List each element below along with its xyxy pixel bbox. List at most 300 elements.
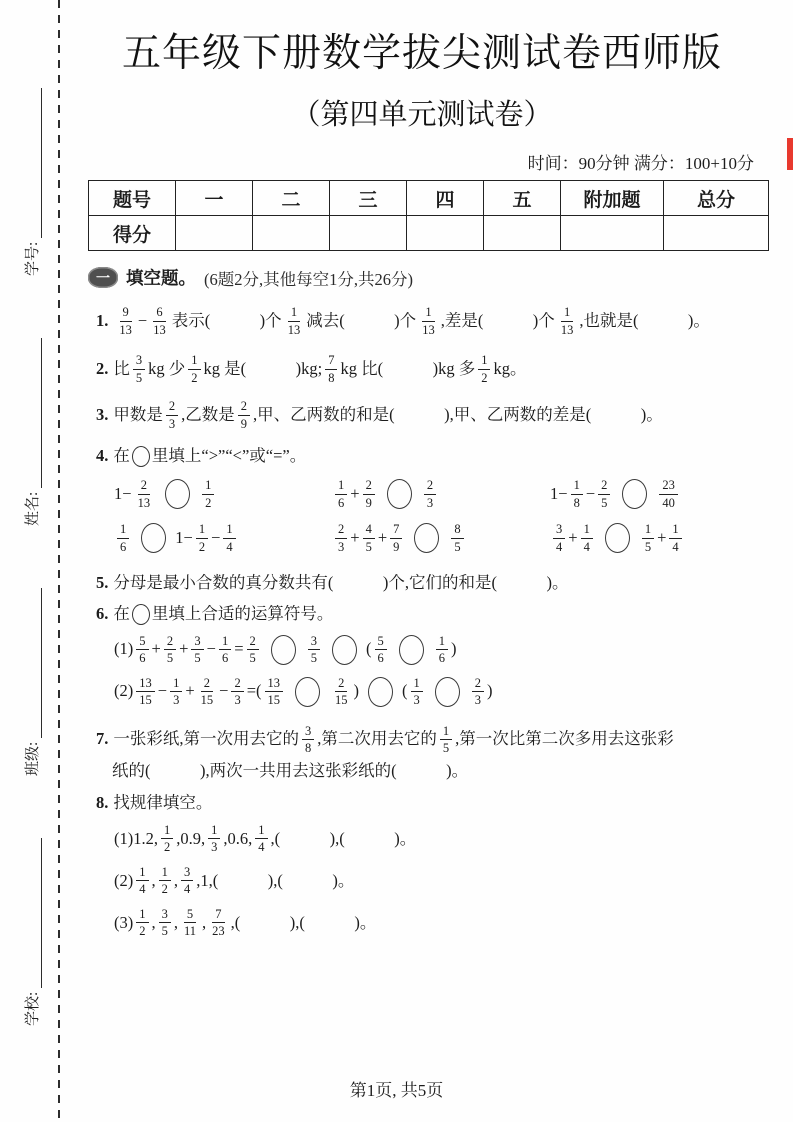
class-blank-line — [27, 588, 42, 738]
fraction-denominator: 9 — [365, 495, 372, 510]
text-run: 1− — [175, 527, 193, 547]
fraction — [302, 725, 314, 755]
fraction-denominator: 6 — [221, 651, 229, 666]
fraction-denominator: 8 — [573, 495, 580, 510]
fraction — [238, 400, 250, 430]
fraction-numerator: 1 — [136, 866, 148, 882]
score-table-header-cell: 二 — [253, 181, 330, 216]
fraction-numerator: 8 — [451, 523, 463, 539]
fraction — [335, 523, 347, 553]
fraction-numerator: 7 — [325, 354, 337, 370]
answer-circle — [605, 523, 630, 553]
text-run: kg 比( )kg 多 — [340, 358, 476, 378]
text-run: ,第一次比第二次多用去这张彩 — [455, 729, 674, 749]
fraction-denominator: 5 — [135, 370, 143, 385]
fraction-numerator: 1 — [422, 306, 434, 322]
fraction-numerator: 13 — [136, 677, 155, 693]
text-run: (2) — [114, 681, 134, 701]
fraction-numerator: 2 — [201, 677, 213, 693]
text-run: 在 — [113, 446, 130, 466]
text-run: ,0.6, — [223, 828, 253, 848]
text-run: (2) — [114, 870, 134, 890]
fraction-denominator: 6 — [139, 651, 146, 666]
fraction-denominator: 15 — [139, 693, 152, 708]
fraction-numerator: 2 — [598, 479, 610, 495]
question-4 — [96, 446, 756, 467]
text-run: − — [157, 681, 168, 701]
fraction — [170, 677, 182, 707]
fraction — [208, 824, 220, 854]
fraction-numerator: 2 — [247, 635, 259, 651]
fraction — [390, 523, 402, 553]
text-run: (1)1.2, — [114, 828, 158, 848]
score-table-header-cell: 题号 — [89, 181, 176, 216]
fraction-numerator: 1 — [223, 523, 235, 539]
fraction-denominator: 3 — [426, 495, 434, 510]
text-run: ) — [451, 639, 457, 659]
fraction — [553, 523, 565, 553]
text-run: ,乙数是 — [181, 404, 235, 424]
fraction-numerator: 5 — [184, 908, 196, 924]
fraction — [136, 908, 148, 938]
fraction — [424, 479, 436, 509]
fraction — [440, 725, 452, 755]
fraction-denominator: 3 — [338, 539, 345, 554]
text-run: 表示( )个 — [171, 310, 282, 330]
fraction-denominator: 11 — [184, 924, 197, 939]
text-run: + — [568, 527, 578, 547]
answer-circle — [332, 635, 357, 665]
fraction-numerator: 2 — [166, 400, 178, 416]
text-run: + — [151, 639, 161, 659]
inline-circle — [132, 604, 150, 625]
fraction-denominator: 13 — [137, 495, 151, 510]
score-empty-cell — [561, 216, 664, 251]
text-run: , — [151, 870, 156, 890]
text-run: (3) — [114, 912, 134, 932]
fraction-numerator: 7 — [212, 908, 224, 924]
text-run: ,甲、乙两数的和是( ),甲、乙两数的差是( )。 — [253, 404, 663, 424]
question-7-line-2 — [112, 761, 756, 782]
score-empty-cell — [330, 216, 407, 251]
text-run: kg。 — [493, 358, 527, 378]
text-run: , — [202, 912, 207, 932]
red-edge-mark — [787, 138, 793, 170]
text-run: ,也就是( )。 — [579, 310, 710, 330]
fraction — [135, 479, 154, 509]
question-8-item-1 — [114, 824, 756, 854]
answer-circle — [271, 635, 296, 665]
school-blank-line — [27, 838, 42, 988]
question-8 — [96, 793, 756, 814]
score-table-header-cell: 一 — [176, 181, 253, 216]
fraction — [136, 635, 148, 665]
fraction — [231, 677, 243, 707]
text-run: 甲数是 — [113, 404, 163, 424]
fraction-denominator: 8 — [305, 741, 312, 756]
fraction-denominator: 3 — [168, 416, 176, 431]
fraction-denominator: 2 — [198, 539, 206, 554]
fraction-numerator: 1 — [159, 866, 171, 882]
fraction-denominator: 5 — [454, 539, 461, 554]
fraction — [117, 523, 129, 553]
text-run: ,差是( )个 — [440, 310, 555, 330]
fraction — [332, 677, 351, 707]
fraction-numerator: 1 — [208, 824, 220, 840]
text-run: ,( ),( )。 — [270, 828, 417, 848]
fraction — [285, 306, 304, 336]
fraction — [219, 635, 231, 665]
text-run: , — [173, 870, 178, 890]
question-4-item — [332, 479, 550, 509]
section-1-note: (6题2分,其他每空1分,共26分) — [204, 269, 413, 289]
fraction — [325, 354, 337, 384]
answer-circle — [414, 523, 439, 553]
fraction — [136, 866, 148, 896]
score-empty-cell — [484, 216, 561, 251]
fraction-numerator: 2 — [363, 479, 375, 495]
fraction-denominator: 6 — [338, 495, 345, 510]
score-table-header-cell: 三 — [330, 181, 407, 216]
fraction — [411, 677, 423, 707]
fraction — [166, 400, 178, 430]
fraction-numerator: 6 — [153, 306, 165, 322]
fraction — [335, 479, 347, 509]
fraction — [196, 523, 208, 553]
score-empty-cell — [176, 216, 253, 251]
question-number: 6. — [96, 603, 109, 623]
score-table-header-cell: 四 — [407, 181, 484, 216]
fraction — [181, 908, 199, 938]
fraction — [159, 908, 171, 938]
score-table-header-row — [89, 181, 769, 216]
fraction — [598, 479, 610, 509]
fraction-numerator: 7 — [390, 523, 402, 539]
question-number: 3. — [96, 404, 109, 424]
paper-title: 五年级下册数学拔尖测试卷西师版 — [121, 32, 722, 75]
fraction-denominator: 4 — [258, 840, 265, 855]
fraction-numerator: 1 — [411, 677, 423, 693]
time-score-info: 时间：90分钟 满分：100+10分 — [527, 154, 754, 173]
fraction — [159, 866, 171, 896]
fraction — [478, 354, 490, 384]
fraction-numerator: 1 — [478, 354, 490, 370]
fraction-denominator: 4 — [139, 882, 146, 897]
fraction-numerator: 1 — [561, 306, 573, 322]
fraction-numerator: 1 — [255, 824, 267, 840]
school-field — [20, 814, 42, 1026]
page-number: 第1页, 共5页 — [349, 1081, 444, 1100]
question-7-line-1 — [96, 725, 756, 755]
fraction — [571, 479, 583, 509]
fraction-denominator: 2 — [139, 924, 146, 939]
text-run: 找规律填空。 — [113, 793, 213, 813]
student-name-label: 姓名: — [25, 491, 41, 526]
fraction-numerator: 1 — [288, 306, 300, 322]
question-5 — [96, 573, 756, 594]
question-6-item-2 — [114, 677, 756, 707]
fraction-numerator: 2 — [472, 677, 484, 693]
text-run: + — [185, 681, 195, 701]
fraction-denominator: 4 — [583, 539, 590, 554]
text-run: ) — [353, 681, 359, 701]
fraction — [581, 523, 593, 553]
text-run: − — [137, 310, 148, 330]
score-row-label: 得分 — [89, 216, 176, 251]
text-run: 比 — [113, 358, 130, 378]
question-6 — [96, 604, 756, 625]
fraction-numerator: 3 — [133, 354, 145, 370]
fraction — [133, 354, 145, 384]
fraction-denominator: 5 — [161, 924, 168, 939]
fraction — [188, 354, 200, 384]
fraction-numerator: 2 — [424, 479, 436, 495]
text-run: , — [151, 912, 156, 932]
text-run: ,0.9, — [176, 828, 206, 848]
fraction-denominator: 3 — [234, 693, 241, 708]
text-run: + — [377, 527, 388, 547]
fraction-numerator: 13 — [265, 677, 284, 693]
student-name-blank-line — [27, 338, 42, 488]
fraction-denominator: 5 — [601, 495, 608, 510]
text-run: + — [179, 639, 189, 659]
fraction — [451, 523, 463, 553]
text-run: ,1,( ),( )。 — [196, 870, 355, 890]
question-4-row-2 — [114, 523, 756, 553]
fraction-denominator: 2 — [205, 495, 212, 510]
fraction-denominator: 13 — [119, 322, 132, 337]
fraction — [375, 635, 387, 665]
text-run: 1− — [114, 483, 132, 503]
fraction-numerator: 3 — [159, 908, 171, 924]
fraction — [198, 677, 217, 707]
fraction-denominator: 6 — [377, 651, 384, 666]
fraction-denominator: 40 — [662, 495, 675, 510]
fraction-denominator: 4 — [556, 539, 563, 554]
fraction-denominator: 2 — [191, 370, 198, 385]
fraction — [642, 523, 654, 553]
fraction-denominator: 4 — [672, 539, 679, 554]
question-number: 2. — [96, 358, 109, 378]
score-table-header-cell: 附加题 — [561, 181, 664, 216]
fraction-denominator: 5 — [166, 651, 174, 666]
fraction-numerator: 9 — [120, 306, 132, 322]
text-run: ( — [402, 681, 408, 701]
fraction-denominator: 3 — [474, 693, 481, 708]
question-6-item-1 — [114, 635, 756, 665]
student-id-field — [20, 64, 42, 276]
fraction-denominator: 4 — [184, 882, 191, 897]
fraction-denominator: 15 — [200, 693, 214, 708]
fraction — [363, 523, 375, 553]
fraction — [308, 635, 320, 665]
fraction-numerator: 5 — [375, 635, 387, 651]
fraction-numerator: 1 — [202, 479, 214, 495]
fraction-denominator: 5 — [310, 651, 317, 666]
fraction-numerator: 3 — [191, 635, 203, 651]
fraction — [181, 866, 193, 896]
fraction — [265, 677, 284, 707]
fraction-numerator: 1 — [581, 523, 593, 539]
fraction-numerator: 1 — [571, 479, 583, 495]
fraction-denominator: 2 — [161, 882, 168, 897]
text-run: ( — [366, 639, 372, 659]
question-4-row-1 — [114, 479, 756, 509]
fraction-denominator: 9 — [393, 539, 400, 554]
fraction — [472, 677, 484, 707]
fraction — [161, 824, 173, 854]
fraction-numerator: 2 — [231, 677, 243, 693]
question-8-item-2 — [114, 866, 756, 896]
main-content — [88, 0, 756, 938]
paper-subtitle: （第四单元测试卷） — [291, 99, 553, 131]
fraction-denominator: 3 — [211, 840, 218, 855]
fraction-numerator: 2 — [164, 635, 176, 651]
question-number: 4. — [96, 446, 109, 466]
text-run: ,第二次用去它的 — [317, 729, 437, 749]
fraction — [136, 677, 155, 707]
question-1 — [96, 306, 756, 336]
fraction — [191, 635, 203, 665]
fraction-numerator: 3 — [308, 635, 320, 651]
answer-circle — [399, 635, 424, 665]
fraction-denominator: 15 — [267, 693, 280, 708]
fraction — [223, 523, 235, 553]
answer-circle — [165, 479, 190, 509]
question-4-item — [550, 523, 756, 553]
question-number: 8. — [96, 793, 109, 813]
question-2 — [96, 354, 756, 384]
fraction-denominator: 3 — [173, 693, 180, 708]
fraction-denominator: 5 — [194, 651, 201, 666]
section-1-title: 填空题。 — [126, 268, 196, 288]
fraction — [363, 479, 375, 509]
fraction-numerator: 2 — [238, 400, 250, 416]
fraction-denominator: 13 — [560, 322, 574, 337]
student-id-label: 学号: — [25, 241, 41, 276]
score-table-header-cell: 总分 — [664, 181, 769, 216]
fraction — [164, 635, 176, 665]
fraction-numerator: 1 — [669, 523, 681, 539]
fraction-numerator: 5 — [136, 635, 148, 651]
answer-circle — [387, 479, 412, 509]
fraction-denominator: 6 — [438, 651, 445, 666]
fraction — [209, 908, 228, 938]
answer-circle — [622, 479, 647, 509]
text-run: 分母是最小合数的真分数共有( )个,它们的和是( )。 — [113, 573, 569, 592]
text-run: (1) — [114, 639, 134, 659]
class-field — [20, 564, 42, 776]
fraction-denominator: 3 — [413, 693, 420, 708]
fraction-numerator: 1 — [196, 523, 208, 539]
section-1-header — [88, 265, 756, 290]
fraction-denominator: 2 — [164, 840, 171, 855]
fraction-numerator: 1 — [188, 354, 200, 370]
fraction — [247, 635, 259, 665]
fraction-denominator: 5 — [249, 651, 256, 666]
text-run: kg 少 — [148, 358, 186, 378]
fraction-numerator: 1 — [219, 635, 231, 651]
fraction-denominator: 4 — [226, 539, 233, 554]
text-run: 里填上“>”“<”或“=”。 — [151, 446, 307, 466]
answer-circle — [368, 677, 393, 707]
fraction-numerator: 3 — [181, 866, 193, 882]
fraction-numerator: 1 — [440, 725, 452, 741]
score-empty-cell — [664, 216, 769, 251]
question-number: 7. — [96, 729, 109, 749]
text-run: 减去( )个 — [306, 310, 417, 330]
class-label: 班级: — [25, 741, 41, 776]
fraction-denominator: 13 — [422, 322, 435, 337]
fraction-numerator: 1 — [136, 908, 148, 924]
text-run: − — [585, 483, 596, 503]
question-number: 5. — [96, 573, 109, 592]
text-run: 里填上合适的运算符号。 — [151, 603, 334, 623]
fraction-numerator: 1 — [335, 479, 347, 495]
answer-circle — [435, 677, 460, 707]
fraction-denominator: 5 — [644, 539, 652, 554]
text-run: − — [219, 681, 229, 701]
fraction-denominator: 13 — [153, 322, 166, 337]
fraction — [116, 306, 135, 336]
score-empty-cell — [407, 216, 484, 251]
question-number: 1. — [96, 310, 109, 330]
fraction — [255, 824, 267, 854]
question-4-item — [114, 523, 332, 553]
fraction-denominator: 23 — [212, 924, 225, 939]
section-1-badge-icon: 一 — [88, 267, 118, 288]
fraction-denominator: 15 — [335, 693, 348, 708]
text-run: 一张彩纸,第一次用去它的 — [113, 729, 299, 749]
fraction-numerator: 23 — [659, 479, 678, 495]
answer-circle — [141, 523, 166, 553]
question-4-item — [550, 479, 756, 509]
school-label: 学校: — [25, 991, 41, 1026]
text-run: ) — [487, 681, 493, 701]
fraction — [202, 479, 214, 509]
text-run: + — [350, 527, 360, 547]
fraction-denominator: 13 — [287, 322, 301, 337]
fraction — [659, 479, 678, 509]
question-8-item-3 — [114, 908, 756, 938]
text-run: =( — [246, 681, 262, 701]
binding-dashed-line — [58, 0, 60, 1122]
text-run: 1− — [550, 483, 568, 503]
fraction-numerator: 1 — [161, 824, 173, 840]
text-run: + — [350, 483, 360, 503]
fraction-denominator: 2 — [481, 370, 488, 385]
fraction — [150, 306, 169, 336]
score-table — [88, 180, 769, 251]
text-run: , — [173, 912, 178, 932]
text-run: 纸的( ),两次一共用去这张彩纸的( )。 — [112, 760, 469, 780]
text-run: kg 是( )kg; — [203, 358, 323, 378]
fraction-numerator: 2 — [335, 677, 347, 693]
fraction-numerator: 2 — [138, 479, 150, 495]
text-run: + — [657, 527, 667, 547]
question-4-item — [114, 479, 332, 509]
fraction-numerator: 4 — [363, 523, 375, 539]
score-table-header-cell: 五 — [484, 181, 561, 216]
fraction-denominator: 8 — [328, 370, 335, 385]
fraction-numerator: 3 — [553, 523, 565, 539]
question-3 — [96, 400, 756, 430]
fraction — [558, 306, 577, 336]
text-run: 在 — [113, 603, 130, 623]
fraction — [419, 306, 438, 336]
fraction — [436, 635, 448, 665]
student-name-field — [20, 314, 42, 526]
